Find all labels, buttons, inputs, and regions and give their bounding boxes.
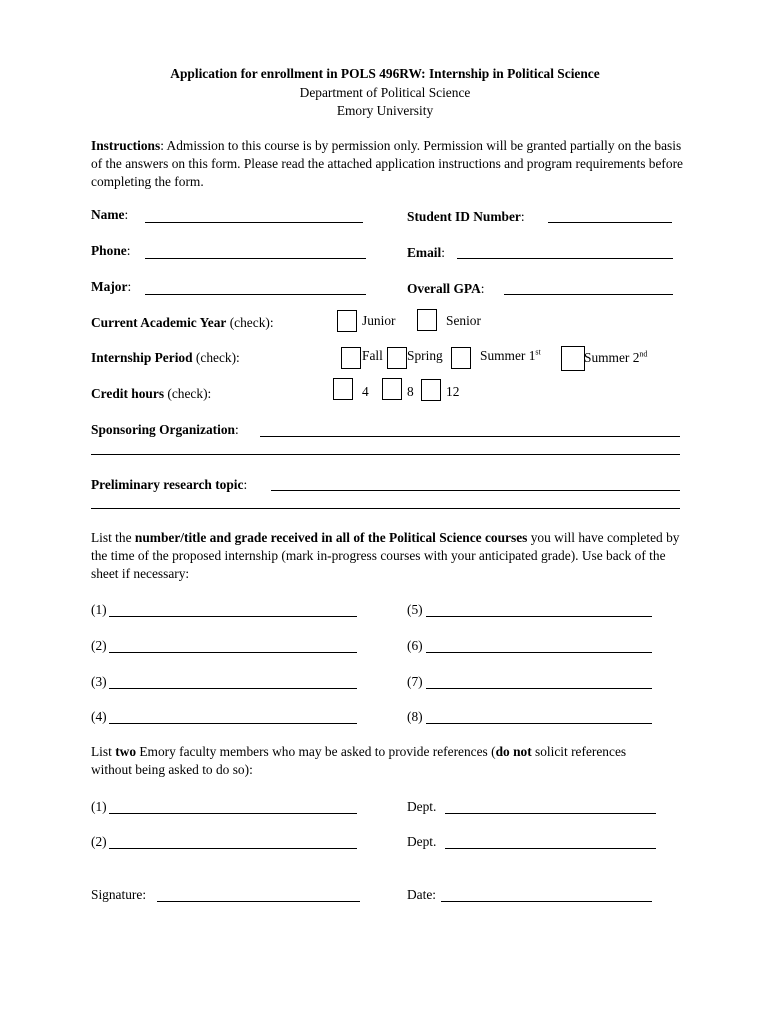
reference-1-dept-label: Dept.: [407, 799, 437, 814]
date-label: Date:: [407, 887, 436, 902]
course-item-number: (8): [407, 709, 423, 724]
reference-2-dept-field[interactable]: [445, 848, 656, 849]
course-5-field[interactable]: [426, 616, 652, 617]
research-topic-field[interactable]: [271, 490, 680, 491]
courses-instructions: List the number/title and grade received in all of the Political Science courses you will have completed by the time of the proposed internship (mark in-progress courses with your anticipated grade). Use back of the sheet if necessary:: [91, 530, 680, 581]
course-8-field[interactable]: [426, 723, 652, 724]
summer-1-checkbox[interactable]: [451, 347, 471, 369]
research-topic-label: Preliminary research topic:: [91, 477, 248, 492]
course-item-number: (4): [91, 709, 107, 724]
course-3-field[interactable]: [109, 688, 357, 689]
sponsoring-org-field[interactable]: [260, 436, 680, 437]
research-topic-field-continued[interactable]: [91, 508, 680, 509]
course-item-number: (5): [407, 602, 423, 617]
instructions-label: Instructions: [91, 138, 161, 153]
fall-option-label: Fall: [362, 348, 383, 363]
sponsoring-org-label: Sponsoring Organization:: [91, 422, 239, 437]
internship-period-label: Internship Period (check):: [91, 350, 240, 365]
reference-2-dept-label: Dept.: [407, 834, 437, 849]
student-id-field[interactable]: [548, 222, 672, 223]
credit-12-option-label: 12: [446, 384, 460, 399]
course-item-number: (2): [91, 638, 107, 653]
major-label: Major:: [91, 279, 132, 294]
date-field[interactable]: [441, 901, 652, 902]
email-field[interactable]: [457, 258, 673, 259]
summer-2-checkbox[interactable]: [561, 346, 585, 371]
credit-4-checkbox[interactable]: [333, 378, 353, 400]
signature-field[interactable]: [157, 901, 360, 902]
references-instructions: List two Emory faculty members who may be asked to provide references (do not solicit references without being asked to do so):: [91, 744, 627, 777]
course-1-field[interactable]: [109, 616, 357, 617]
instructions-text: : Admission to this course is by permission only. Permission will be granted partially on the basis of the answers on this form. Please read the attached application instructions and program requirements before completing the form.: [91, 138, 683, 189]
spring-option-label: Spring: [407, 348, 443, 363]
email-label: Email:: [407, 245, 445, 260]
credit-4-option-label: 4: [362, 384, 369, 399]
department-name: Department of Political Science: [299, 85, 471, 100]
phone-field[interactable]: [145, 258, 366, 259]
credit-12-checkbox[interactable]: [421, 379, 441, 401]
name-field[interactable]: [145, 222, 363, 223]
signature-label: Signature:: [91, 887, 147, 902]
phone-label: Phone:: [91, 243, 131, 258]
gpa-field[interactable]: [504, 294, 673, 295]
major-field[interactable]: [145, 294, 366, 295]
senior-checkbox[interactable]: [417, 309, 437, 331]
course-6-field[interactable]: [426, 652, 652, 653]
senior-option-label: Senior: [446, 313, 481, 328]
credit-8-checkbox[interactable]: [382, 378, 402, 400]
fall-checkbox[interactable]: [341, 347, 361, 369]
course-2-field[interactable]: [109, 652, 357, 653]
summer-1-option-label: Summer 1st: [480, 347, 541, 363]
reference-2-field[interactable]: [109, 848, 357, 849]
form-title: Application for enrollment in POLS 496RW: Internship in Political Science: [170, 66, 600, 81]
sponsoring-org-field-continued[interactable]: [91, 454, 680, 455]
reference-item-number: (2): [91, 834, 107, 849]
university-name: Emory University: [336, 103, 434, 118]
name-label: Name:: [91, 207, 129, 222]
gpa-label: Overall GPA:: [407, 281, 485, 296]
academic-year-label: Current Academic Year (check):: [91, 315, 274, 330]
course-item-number: (7): [407, 674, 423, 689]
reference-1-dept-field[interactable]: [445, 813, 656, 814]
course-item-number: (1): [91, 602, 107, 617]
instructions-paragraph: [91, 137, 691, 191]
junior-option-label: Junior: [362, 313, 396, 328]
student-id-label: Student ID Number:: [407, 209, 525, 224]
junior-checkbox[interactable]: [337, 310, 357, 332]
reference-item-number: (1): [91, 799, 107, 814]
spring-checkbox[interactable]: [387, 347, 407, 369]
course-7-field[interactable]: [426, 688, 652, 689]
summer-2-option-label: Summer 2nd: [584, 349, 648, 365]
credit-hours-label: Credit hours (check):: [91, 386, 212, 401]
course-item-number: (6): [407, 638, 423, 653]
course-item-number: (3): [91, 674, 107, 689]
reference-1-field[interactable]: [109, 813, 357, 814]
credit-8-option-label: 8: [407, 384, 414, 399]
course-4-field[interactable]: [109, 723, 357, 724]
